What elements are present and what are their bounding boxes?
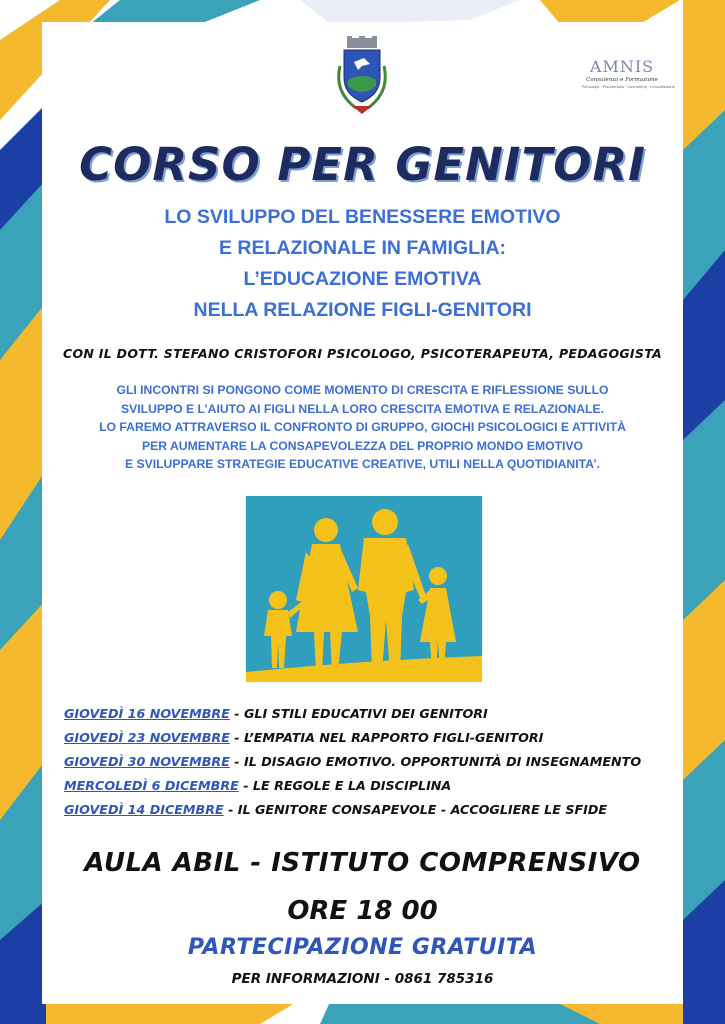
schedule-list — [64, 702, 684, 822]
course-subtitle — [0, 202, 725, 326]
schedule-item — [64, 702, 684, 726]
amnis-tagline: Consulenza e Formazione — [586, 77, 658, 83]
subtitle-line: NELLA RELAZIONE FIGLI-GENITORI — [193, 299, 532, 321]
description-line: LO FAREMO ATTRAVERSO IL CONFRONTO DI GRUPPO, GIOCHI PSICOLOGICI E ATTIVITÀ — [99, 420, 626, 434]
amnis-name: AMNIS — [589, 57, 655, 76]
schedule-date: GIOVEDÌ 14 DICEMBRE — [64, 802, 224, 817]
subtitle-line: E RELAZIONALE IN FAMIGLIA: — [218, 237, 507, 259]
schedule-date: GIOVEDÌ 23 NOVEMBRE — [64, 730, 230, 745]
schedule-date: MERCOLEDÌ 6 DICEMBRE — [64, 778, 239, 793]
schedule-topic: - GLI STILI EDUCATIVI DEI GENITORI — [229, 706, 488, 721]
schedule-topic: - L’EMPATIA NEL RAPPORTO FIGLI-GENITORI — [229, 730, 544, 745]
venue-text: AULA ABIL - ISTITUTO COMPRENSIVO — [84, 848, 641, 878]
schedule-topic: - LE REGOLE E LA DISCIPLINA — [238, 778, 452, 793]
course-description — [0, 381, 725, 474]
schedule-item — [64, 726, 684, 750]
time-text: ORE 18 00 — [287, 896, 438, 926]
teacher-line: CON IL DOTT. STEFANO CRISTOFORI PSICOLOGO, PSICOTERAPEUTA, PEDAGOGISTA — [62, 346, 663, 361]
schedule-item — [64, 750, 684, 774]
description-line: E SVILUPPARE STRATEGIE EDUCATIVE CREATIVE, UTILI NELLA QUOTIDIANITA’. — [124, 457, 601, 471]
subtitle-line: LO SVILUPPO DEL BENESSERE EMOTIVO — [164, 206, 561, 228]
contact-info: PER INFORMAZIONI - 0861 785316 — [231, 971, 494, 987]
schedule-item — [64, 774, 684, 798]
family-illustration — [246, 496, 482, 682]
amnis-logo — [582, 57, 675, 90]
description-line: SVILUPPO E L’AIUTO AI FIGLI NELLA LORO CRESCITA EMOTIVA E RELAZIONALE. — [121, 401, 604, 416]
schedule-date: GIOVEDÌ 30 NOVEMBRE — [64, 754, 230, 769]
coat-of-arms-icon — [330, 36, 394, 128]
schedule-topic: - IL GENITORE CONSAPEVOLE - ACCOGLIERE LE SFIDE — [223, 802, 608, 817]
free-participation-text: PARTECIPAZIONE GRATUITA — [187, 935, 538, 960]
page-title: CORSO PER GENITORI — [79, 138, 646, 191]
description-line: GLI INCONTRI SI PONGONO COME MOMENTO DI CRESCITA E RIFLESSIONE SULLO — [116, 383, 609, 397]
schedule-date: GIOVEDÌ 16 NOVEMBRE — [64, 706, 230, 721]
schedule-topic: - IL DISAGIO EMOTIVO. OPPORTUNITÀ DI INSEGNAMENTO — [229, 754, 642, 769]
description-line: PER AUMENTARE LA CONSAPEVOLEZZA DEL PROPRIO MONDO EMOTIVO — [141, 438, 584, 453]
subtitle-line: L’EDUCAZIONE EMOTIVA — [243, 268, 482, 290]
schedule-item — [64, 798, 684, 822]
amnis-small-print: Psicologia · Psicoterapia · Counseling · Consultazione — [582, 85, 675, 89]
